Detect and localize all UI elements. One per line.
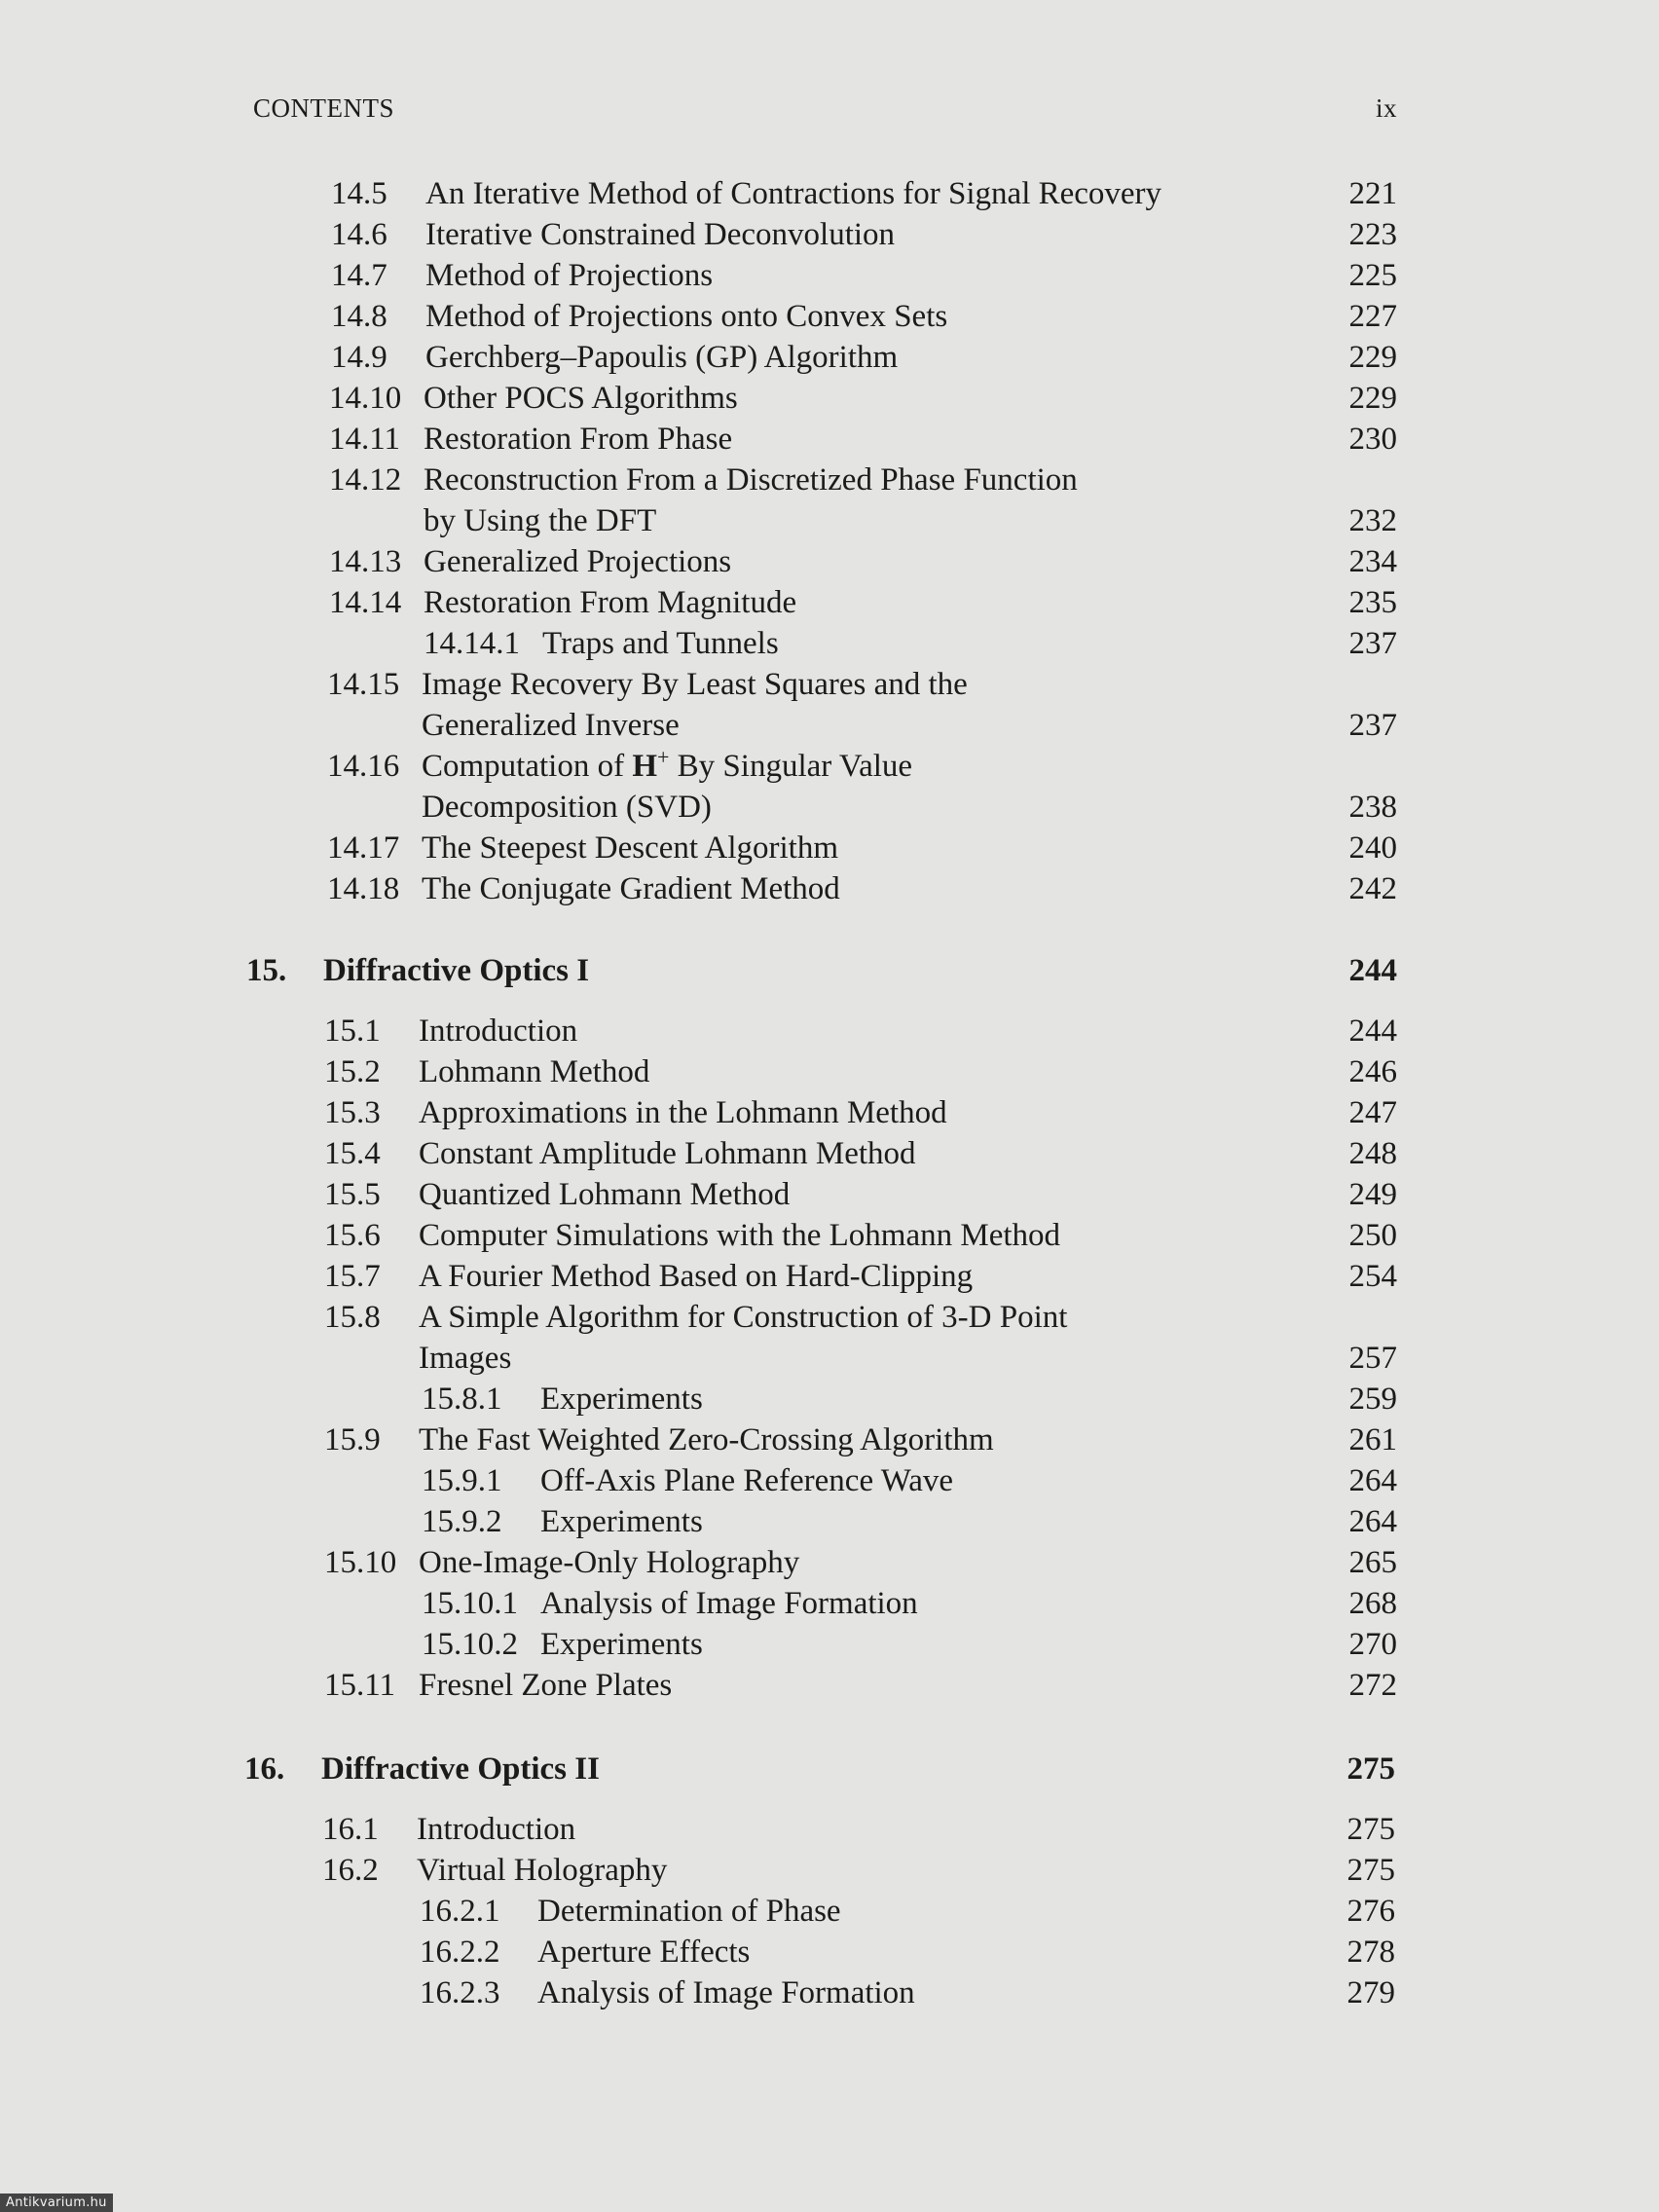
toc-entry-page: 264 xyxy=(1348,1504,1397,1539)
toc-entry-title: Generalized Inverse xyxy=(422,708,680,743)
toc-entry-number: 14.18 xyxy=(327,871,400,906)
toc-entry-page: 279 xyxy=(1346,1975,1395,2010)
watermark-label: Antikvarium.hu xyxy=(0,2194,113,2212)
toc-entry-page: 254 xyxy=(1348,1259,1397,1294)
toc-entry-title: Quantized Lohmann Method xyxy=(419,1177,791,1212)
toc-entry-number: 15.9 xyxy=(324,1422,381,1457)
toc-entry-number: 14.15 xyxy=(327,667,400,702)
toc-entry-title: Off-Axis Plane Reference Wave xyxy=(540,1463,954,1498)
toc-entry-title: Restoration From Magnitude xyxy=(424,585,797,620)
toc-entry-title: Analysis of Image Formation xyxy=(540,1586,918,1621)
toc-entry-number: 15.10 xyxy=(324,1545,397,1580)
toc-entry-page: 225 xyxy=(1348,258,1397,293)
toc-entry-title: Experiments xyxy=(540,1627,703,1662)
toc-entry-title-prefix: Computation of xyxy=(422,749,633,784)
toc-entry-title: Traps and Tunnels xyxy=(542,626,779,661)
toc-entry-page: 221 xyxy=(1348,176,1397,211)
toc-entry-page: 244 xyxy=(1348,1014,1397,1049)
toc-entry-page: 272 xyxy=(1348,1668,1397,1703)
toc-entry-number: 16.2.1 xyxy=(420,1894,500,1929)
toc-entry-number: 15.6 xyxy=(324,1218,381,1253)
toc-entry-number: 16.2.3 xyxy=(420,1975,500,2010)
toc-entry-number: 14.8 xyxy=(331,299,387,334)
toc-entry-page: 275 xyxy=(1346,1812,1395,1847)
toc-entry-page: 265 xyxy=(1348,1545,1397,1580)
toc-entry-title: Image Recovery By Least Squares and the xyxy=(422,667,968,702)
toc-entry-page: 227 xyxy=(1348,299,1397,334)
toc-entry-title: A Simple Algorithm for Construction of 3-D Point xyxy=(419,1300,1068,1335)
toc-entry-title: The Fast Weighted Zero-Crossing Algorithm xyxy=(419,1422,994,1457)
toc-entry-page: 249 xyxy=(1348,1177,1397,1212)
toc-entry-number: 14.5 xyxy=(331,176,387,211)
toc-entry-page: 242 xyxy=(1348,871,1397,906)
toc-entry-page: 270 xyxy=(1348,1627,1397,1662)
toc-entry-number: 15.9.2 xyxy=(422,1504,502,1539)
toc-entry-title: A Fourier Method Based on Hard-Clipping xyxy=(419,1259,974,1294)
toc-entry-page: 275 xyxy=(1346,1853,1395,1888)
toc-entry-number: 16.2.2 xyxy=(420,1935,500,1970)
toc-entry-page: 257 xyxy=(1348,1341,1397,1376)
toc-entry-title: Determination of Phase xyxy=(537,1894,841,1929)
toc-entry-page: 237 xyxy=(1348,626,1397,661)
toc-entry-title: Experiments xyxy=(540,1382,703,1417)
toc-entry-number: 14.9 xyxy=(331,340,387,375)
toc-entry-number: 15.2 xyxy=(324,1054,381,1089)
toc-entry-page: 248 xyxy=(1348,1136,1397,1171)
toc-entry-title: Decomposition (SVD) xyxy=(422,790,712,825)
toc-entry-title: Method of Projections xyxy=(425,258,714,293)
toc-entry-title: The Conjugate Gradient Method xyxy=(422,871,840,906)
toc-entry-page: 240 xyxy=(1348,830,1397,866)
toc-entry-number: 14.14.1 xyxy=(424,626,520,661)
toc-entry-page: 223 xyxy=(1348,217,1397,252)
toc-entry-title: Constant Amplitude Lohmann Method xyxy=(419,1136,916,1171)
toc-entry-page: 276 xyxy=(1346,1894,1395,1929)
superscript-plus: + xyxy=(657,745,670,769)
toc-entry-title: Aperture Effects xyxy=(537,1935,751,1970)
toc-entry-title: Method of Projections onto Convex Sets xyxy=(425,299,948,334)
toc-entry-number: 15.9.1 xyxy=(422,1463,502,1498)
toc-entry-page: 238 xyxy=(1348,790,1397,825)
toc-entry-page: 234 xyxy=(1348,544,1397,579)
toc-entry-number: 14.11 xyxy=(329,422,401,457)
toc-entry-page: 229 xyxy=(1348,340,1397,375)
toc-entry-number: 14.13 xyxy=(329,544,402,579)
toc-entry-number: 15.4 xyxy=(324,1136,381,1171)
toc-entry-title: Experiments xyxy=(540,1504,703,1539)
toc-entry-number: 15.10.1 xyxy=(422,1586,518,1621)
toc-entry-number: 15.8 xyxy=(324,1300,381,1335)
toc-entry-title: Computer Simulations with the Lohmann Method xyxy=(419,1218,1061,1253)
toc-entry-page: 264 xyxy=(1348,1463,1397,1498)
toc-entry-number: 15.11 xyxy=(324,1668,396,1703)
toc-entry-page: 268 xyxy=(1348,1586,1397,1621)
toc-entry-number: 16.1 xyxy=(322,1812,379,1847)
toc-entry-number: 14.6 xyxy=(331,217,387,252)
toc-entry-title: Introduction xyxy=(419,1014,578,1049)
toc-entry-number: 14.10 xyxy=(329,381,402,416)
toc-entry-page: 237 xyxy=(1348,708,1397,743)
chapter-title: Diffractive Optics II xyxy=(321,1751,600,1787)
toc-entry-title: Analysis of Image Formation xyxy=(537,1975,915,2010)
toc-entry-number: 14.17 xyxy=(327,830,400,866)
toc-entry-title: Generalized Projections xyxy=(424,544,732,579)
toc-entry-title: Approximations in the Lohmann Method xyxy=(419,1095,947,1130)
toc-entry-number: 14.12 xyxy=(329,462,402,498)
running-head-title: CONTENTS xyxy=(253,93,394,123)
toc-entry-title: One-Image-Only Holography xyxy=(419,1545,800,1580)
chapter-page: 244 xyxy=(1348,953,1397,988)
toc-entry-number: 14.7 xyxy=(331,258,387,293)
toc-entry-title: The Steepest Descent Algorithm xyxy=(422,830,838,866)
toc-entry-number: 15.10.2 xyxy=(422,1627,518,1662)
toc-entry-title: Iterative Constrained Deconvolution xyxy=(425,217,896,252)
toc-entry-page: 230 xyxy=(1348,422,1397,457)
matrix-symbol: H xyxy=(632,749,657,784)
toc-entry-title: Reconstruction From a Discretized Phase Function xyxy=(424,462,1078,498)
running-head xyxy=(253,93,1397,132)
toc-entry-title-suffix: By Singular Value xyxy=(669,749,913,784)
toc-entry-page: 259 xyxy=(1348,1382,1397,1417)
toc-entry-title: Gerchberg–Papoulis (GP) Algorithm xyxy=(425,340,899,375)
toc-entry-title: An Iterative Method of Contractions for Signal Recovery xyxy=(425,176,1162,211)
toc-entry-title: Restoration From Phase xyxy=(424,422,733,457)
toc-entry-page: 261 xyxy=(1348,1422,1397,1457)
toc-entry-number: 14.16 xyxy=(327,749,400,784)
toc-entry-page: 250 xyxy=(1348,1218,1397,1253)
toc-entry-title: Introduction xyxy=(417,1812,576,1847)
toc-entry-number: 15.3 xyxy=(324,1095,381,1130)
toc-entry-page: 229 xyxy=(1348,381,1397,416)
toc-entry-page: 232 xyxy=(1348,503,1397,538)
toc-entry-number: 16.2 xyxy=(322,1853,379,1888)
chapter-page: 275 xyxy=(1346,1751,1395,1787)
chapter-number: 16. xyxy=(244,1751,285,1787)
toc-entry-title: by Using the DFT xyxy=(424,503,657,538)
toc-entry-number: 15.8.1 xyxy=(422,1382,502,1417)
toc-entry-page: 235 xyxy=(1348,585,1397,620)
toc-entry-title: Lohmann Method xyxy=(419,1054,650,1089)
page-number: ix xyxy=(1375,93,1397,123)
toc-entry-title: Other POCS Algorithms xyxy=(424,381,738,416)
toc-entry-page: 247 xyxy=(1348,1095,1397,1130)
toc-entry-number: 15.5 xyxy=(324,1177,381,1212)
toc-entry-page: 278 xyxy=(1346,1935,1395,1970)
toc-entry-number: 14.14 xyxy=(329,585,402,620)
chapter-title: Diffractive Optics I xyxy=(323,953,590,988)
toc-entry-title: Fresnel Zone Plates xyxy=(419,1668,673,1703)
toc-entry-number: 15.1 xyxy=(324,1014,381,1049)
toc-entry-title xyxy=(422,746,912,787)
toc-entry-title: Virtual Holography xyxy=(417,1853,668,1888)
toc-entry-title: Images xyxy=(419,1341,512,1376)
toc-entry-number: 15.7 xyxy=(324,1259,381,1294)
chapter-number: 15. xyxy=(246,953,287,988)
toc-entry-page: 246 xyxy=(1348,1054,1397,1089)
